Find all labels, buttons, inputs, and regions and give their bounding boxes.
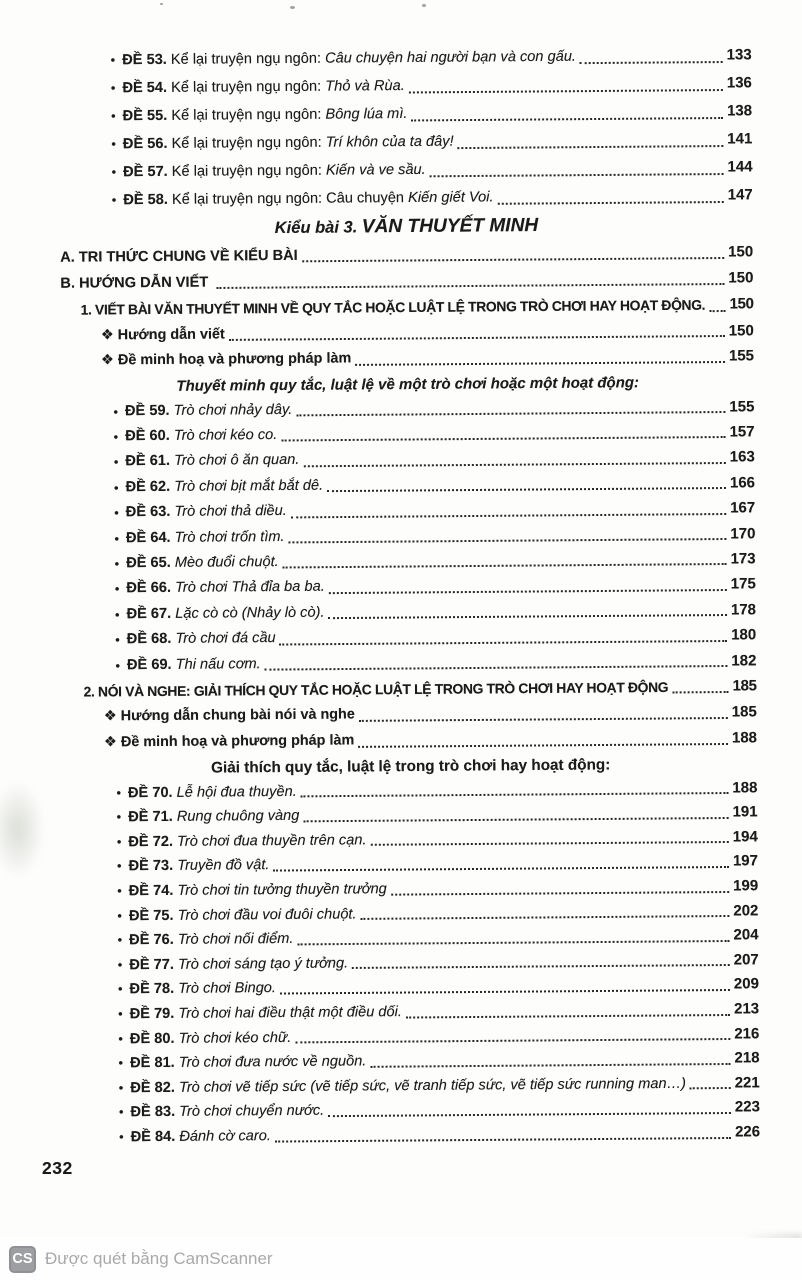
dot-leader [280,616,728,645]
toc-row-label: 1. VIẾT BÀI VĂN THUYẾT MINH VỀ QUY TẮC HOẶC LUẬT LỆ TRONG TRÒ CHƠI HAY HOẠT ĐỘNG. [80,296,706,318]
toc-row-label: ĐỀ 56. Kể lại truyện ngụ ngôn: Trí khôn của ta đây! [122,133,454,153]
dot-leader [352,942,730,970]
toc-row-label: ĐỀ 68. Trò chơi đá cầu [126,630,276,648]
toc-row-label: ĐỀ 66. Trò chơi Thả đỉa ba ba. [126,579,325,597]
page-ref: 150 [728,243,754,261]
toc-row-label: ĐỀ 73. Truyền đồ vật. [128,857,270,875]
toc-row-label: ĐỀ 80. Trò chơi kéo chữ. [129,1029,292,1047]
toc-row-label: ĐỀ 82. Trò chơi vẽ tiếp sức (vẽ tiếp sức, vẽ tranh tiếp sức, vẽ tiếp sức running man…) [130,1075,687,1097]
page-ref: 147 [727,186,753,204]
toc-row-label: ❖ Đề minh hoạ và phương pháp làm [103,732,355,751]
dot-leader [370,1040,730,1067]
dot-leader [580,35,723,64]
page-ref: 216 [734,1024,760,1043]
bullet-icon: • [116,784,122,800]
toc-row-label: ĐỀ 76. Trò chơi nối điểm. [129,931,294,949]
page-ref: 188 [731,729,758,747]
bullet-icon: • [114,581,120,597]
page-ref: 150 [729,295,754,313]
toc-row-label: ĐỀ 60. Trò chơi kéo co. [125,427,278,445]
page-ref: 173 [730,550,756,568]
page-ref: 133 [726,46,752,64]
page-ref: 221 [734,1074,760,1092]
dot-leader [430,147,724,177]
toc-row-label: A. TRI THỨC CHUNG VỀ KIỂU BÀI [60,247,298,266]
dot-leader [302,233,725,262]
page-ref: 141 [727,130,753,148]
dot-leader [229,312,725,341]
dot-leader [406,991,730,1018]
bullet-icon: • [116,858,122,874]
page-ref: 180 [731,626,757,644]
page-ref: 223 [734,1098,760,1116]
toc-row-label: Kiểu bài 3. VĂN THUYẾT MINH [274,214,539,238]
page-ref: 136 [726,74,752,92]
page-ref: 209 [733,975,759,993]
dot-leader [265,642,728,671]
page-ref: 166 [729,474,756,492]
dot-leader [358,719,728,747]
toc-row-label: ĐỀ 53. Kể lại truyện ngụ ngôn: Câu chuyện hai người bạn và con gấu. [122,48,577,69]
dot-leader [497,175,723,205]
dot-leader [301,770,729,798]
toc-row-label: ĐỀ 72. Trò chơi đua thuyền trên cạn. [128,832,367,851]
dot-leader [327,464,726,493]
dot-leader [355,337,725,365]
toc-row-label: ĐỀ 54. Kể lại truyện ngụ ngôn: Thỏ và Rùa. [122,78,405,97]
page-ref: 218 [734,1049,760,1067]
toc-row-label: ĐỀ 61. Trò chơi ô ăn quan. [125,452,300,470]
page-ref: 204 [733,926,759,944]
toc-row-label: ❖ Hướng dẫn viết [100,325,225,343]
dot-leader [283,540,727,569]
toc-row-label: ĐỀ 83. Trò chơi chuyển nước. [130,1103,325,1121]
toc-row-label: ĐỀ 84. Đánh cờ caro. [130,1128,271,1146]
bullet-icon: • [116,809,122,825]
bullet-icon: • [111,108,116,124]
camscanner-logo-icon: CS [9,1246,36,1273]
toc-row-label: Thuyết minh quy tắc, luật lệ về một trò chơi hoặc một hoạt động: [176,373,640,395]
page-ref: 170 [730,524,756,543]
toc-row-label: ĐỀ 69. Thi nấu cơm. [126,655,261,673]
bullet-icon: • [117,957,123,973]
toc-row-label: ĐỀ 71. Rung chuông vàng [128,808,300,826]
scan-speck [422,4,426,7]
toc-row-label: ĐỀ 78. Trò chơi Bingo. [129,980,277,998]
dot-leader [303,438,726,467]
toc-row-label: ĐỀ 65. Mèo đuổi chuột. [126,554,279,572]
dot-leader [216,259,724,289]
page-ref: 197 [732,852,759,870]
bullet-icon: • [113,403,119,420]
toc-row-label: ĐỀ 74. Trò chơi tin tưởng thuyền trưởng [128,881,387,900]
toc-row-label: ĐỀ 81. Trò chơi đưa nước về nguồn. [130,1053,367,1072]
page-number: 232 [42,1158,73,1178]
bullet-icon: • [110,80,116,96]
dot-leader [280,966,730,994]
page-ref: 185 [731,703,757,721]
bullet-icon: • [117,883,122,899]
bullet-icon: • [113,454,119,470]
bullet-icon: • [117,981,123,997]
dot-leader [709,285,726,312]
scan-smudge [0,762,55,897]
dot-leader [329,565,727,594]
dot-leader [328,591,727,620]
page-ref: 202 [733,901,759,920]
toc-row-label: ❖ Đề minh hoạ và phương pháp làm [100,350,352,369]
dot-leader [370,819,728,846]
page-ref: 207 [733,951,759,969]
toc-list [59,41,761,1150]
page-ref: 150 [728,321,754,339]
camscanner-footer [0,1238,802,1280]
toc-row [67,1120,760,1150]
bullet-icon: • [115,632,120,648]
page-ref: 150 [728,269,754,287]
dot-leader [672,667,729,694]
dot-leader [275,1114,731,1142]
bullet-icon: • [110,52,116,68]
page-ref: 167 [730,499,756,517]
toc-row-label: ĐỀ 77. Trò chơi sáng tạo ý tưởng. [129,955,349,974]
bullet-icon: • [113,480,119,496]
page-ref: 213 [734,1000,760,1018]
toc-row-label: Giải thích quy tắc, luật lệ trong trò chơi hay hoạt động: [211,756,611,777]
page-ref: 178 [730,601,757,619]
page-ref: 185 [732,677,757,695]
dot-leader [690,1065,731,1090]
page-ref: 182 [731,651,757,670]
dot-leader [281,413,725,442]
toc-row-label: ĐỀ 64. Trò chơi trốn tìm. [125,528,285,546]
page-ref: 194 [732,828,758,846]
page-ref: 157 [729,423,755,441]
page-ref: 188 [732,778,758,797]
dot-leader [297,917,729,945]
bullet-icon: • [118,1080,124,1096]
bullet-icon: • [118,1006,123,1022]
bullet-icon: • [119,1129,124,1145]
bullet-icon: • [111,164,117,180]
dot-leader [291,489,727,518]
toc-row-label: 2. NÓI VÀ NGHE: GIẢI THÍCH QUY TẮC HOẶC LUẬT LỆ TRONG TRÒ CHƠI HAY HOẠT ĐỘNG [83,678,669,700]
dot-leader [296,388,725,417]
bullet-icon: • [117,907,122,923]
dot-leader [360,893,729,920]
dot-leader [359,693,728,721]
page-ref: 155 [728,347,755,365]
dot-leader [457,119,723,149]
bullet-icon: • [111,192,117,208]
page-ref: 144 [727,158,753,176]
bullet-icon: • [118,1055,124,1071]
toc-row-label: ĐỀ 55. Kể lại truyện ngụ ngôn: Bông lúa mì. [122,105,408,125]
bullet-icon: • [114,505,119,521]
dot-leader [328,1089,731,1117]
toc-row-label: ❖ Hướng dẫn chung bài nói và nghe [103,706,355,725]
page-ref: 199 [733,877,759,895]
bullet-icon: • [118,1030,123,1046]
toc-row-label: ĐỀ 79. Trò chơi hai điều thật một điều dối. [129,1004,402,1023]
page-ref: 175 [730,575,756,593]
toc-row-label: ĐỀ 67. Lặc cò cò (Nhảy lò cò). [126,604,325,623]
bullet-icon: • [114,530,120,546]
camscanner-text: Được quét bằng CamScanner [45,1249,273,1268]
toc-row-label: ĐỀ 62. Trò chơi bịt mắt bắt dê. [125,477,324,496]
bullet-icon: • [115,657,121,673]
page-ref: 138 [726,102,753,120]
bullet-icon: • [113,429,119,445]
dot-leader [411,91,723,121]
bullet-icon: • [118,1104,124,1120]
toc-row-label: ĐỀ 70. Lễ hội đua thuyền. [127,783,297,801]
toc-row-label: ĐỀ 57. Kể lại truyện ngụ ngôn: Kiến và ve sầu. [123,161,426,181]
dot-leader [303,794,728,822]
bullet-icon: • [111,136,116,152]
dot-leader [295,1016,730,1044]
toc-row-label: B. HƯỚNG DẪN VIẾT [60,274,213,292]
toc-row-label: ĐỀ 58. Kể lại truyện ngụ ngôn: Câu chuyện Kiến giết Voi. [123,189,494,209]
dot-leader [288,515,726,544]
page-ref: 226 [734,1123,761,1141]
dot-leader [273,843,729,871]
bullet-icon: • [116,834,122,850]
dot-leader [391,868,730,895]
page-ref: 155 [729,397,755,416]
scan-speck [160,3,163,5]
toc-row-label: ĐỀ 75. Trò chơi đầu voi đuôi chuột. [128,906,357,924]
page-ref: 191 [732,803,758,821]
bullet-icon: • [117,932,123,948]
toc-row-label: ĐỀ 59. Trò chơi nhảy dây. [124,401,293,419]
bullet-icon: • [114,556,120,572]
dot-leader [409,63,723,93]
page-ref: 163 [729,448,755,466]
toc-row-label: ĐỀ 63. Trò chơi thả diều. [125,503,287,521]
scan-speck [290,6,295,9]
bullet-icon: • [114,607,120,623]
